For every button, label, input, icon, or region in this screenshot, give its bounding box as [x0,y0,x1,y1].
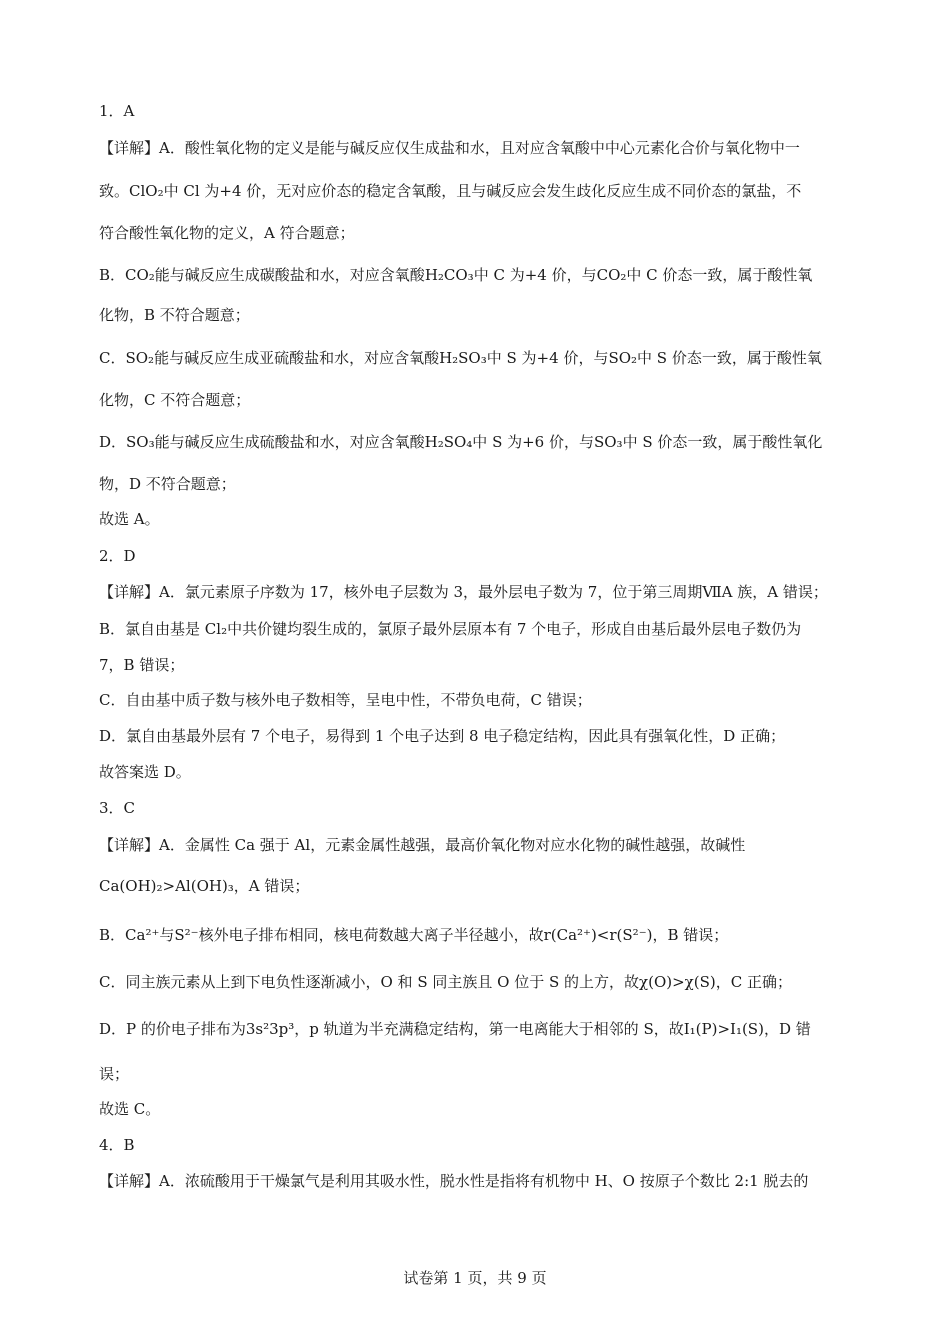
text-line-16: C．自由基中质子数与核外电子数相等，呈电中性，不带负电荷，C 错误； [99,691,592,709]
text-line-12: 2．D [99,547,136,565]
text-line-15: 7，B 错误； [99,656,185,674]
text-line-13: 【详解】A．氯元素原子序数为 17，核外电子层数为 3，最外层电子数为 7，位于第三周期ⅦA 族，A 错误； [99,583,828,601]
text-line-21: Ca(OH)₂>Al(OH)₃，A 错误； [99,877,310,895]
text-line-18: 故答案选 D。 [99,763,191,781]
text-line-28: 【详解】A．浓硫酸用于干燥氯气是利用其吸水性，脱水性是指将有机物中 H、O 按原子个数比 2:1 脱去的 [99,1172,809,1190]
text-line-9: D．SO₃能与碱反应生成硫酸盐和水，对应含氧酸H₂SO₄中 S 为+6 价，与SO₃中 S 价态一致，属于酸性氧化 [99,433,823,451]
text-line-2: 【详解】A．酸性氧化物的定义是能与碱反应仅生成盐和水，且对应含氧酸中中心元素化合价与氧化物中一 [99,139,800,157]
text-line-19: 3．C [99,799,136,817]
page-footer: 试卷第 1 页，共 9 页 [403,1269,547,1287]
text-line-20: 【详解】A．金属性 Ca 强于 Al，元素金属性越强，最高价氧化物对应水化物的碱性越强，故碱性 [99,836,746,854]
text-line-8: 化物，C 不符合题意； [99,391,251,409]
text-line-17: D．氯自由基最外层有 7 个电子，易得到 1 个电子达到 8 电子稳定结构，因此具有强氧化性，D 正确； [99,727,786,745]
text-line-1: 1．A [99,102,135,120]
text-line-6: 化物，B 不符合题意； [99,306,250,324]
text-line-11: 故选 A。 [99,510,160,528]
text-line-25: 误； [99,1065,130,1083]
text-line-27: 4．B [99,1136,135,1154]
text-line-10: 物，D 不符合题意； [99,475,236,493]
text-line-22: B．Ca²⁺与S²⁻核外电子排布相同，核电荷数越大离子半径越小，故r(Ca²⁺)<r(S²⁻)，B 错误； [99,926,729,944]
text-line-26: 故选 C。 [99,1100,161,1118]
text-line-7: C．SO₂能与碱反应生成亚硫酸盐和水，对应含氧酸H₂SO₃中 S 为+4 价，与SO₂中 S 价态一致，属于酸性氧 [99,349,822,367]
text-line-24: D．P 的价电子排布为3s²3p³，p 轨道为半充满稳定结构，第一电离能大于相邻的 S，故I₁(P)>I₁(S)，D 错 [99,1020,811,1038]
text-line-3: 致。ClO₂中 Cl 为+4 价，无对应价态的稳定含氧酸，且与碱反应会发生歧化反应生成不同价态的氯盐，不 [99,182,802,200]
text-line-4: 符合酸性氧化物的定义，A 符合题意； [99,224,355,242]
text-line-5: B．CO₂能与碱反应生成碳酸盐和水，对应含氧酸H₂CO₃中 C 为+4 价，与CO₂中 C 价态一致，属于酸性氧 [99,266,813,284]
text-line-23: C．同主族元素从上到下电负性逐渐减小，O 和 S 同主族且 O 位于 S 的上方，故χ(O)>χ(S)，C 正确； [99,973,792,991]
text-line-14: B．氯自由基是 Cl₂中共价键均裂生成的，氯原子最外层原本有 7 个电子，形成自由基后最外层电子数仍为 [99,620,802,638]
